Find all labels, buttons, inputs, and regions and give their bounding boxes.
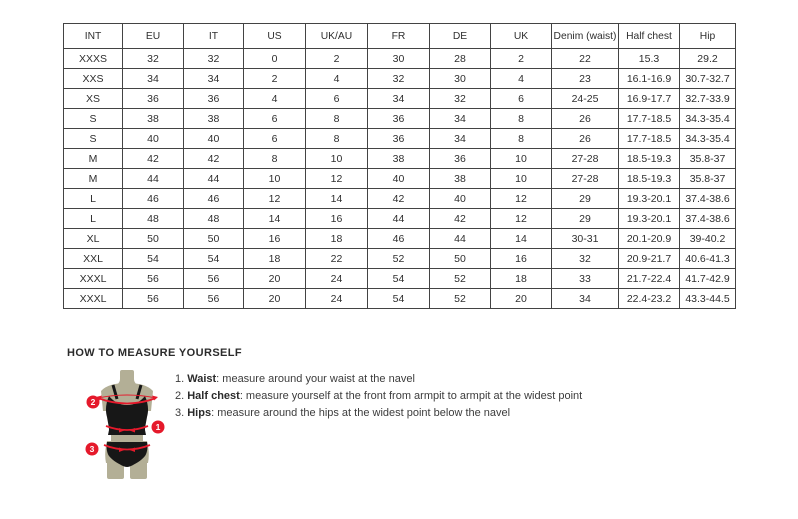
table-row [64,149,736,169]
column-header: UK [491,24,552,49]
column-header: Half chest [619,24,680,49]
table-cell: 48 [123,209,184,229]
column-header: EU [123,24,184,49]
table-cell: 54 [184,249,244,269]
table-cell: 6 [306,89,368,109]
table-cell: 8 [244,149,306,169]
table-cell: 33 [552,269,619,289]
step-text: : measure yourself at the front from armpit to armpit at the widest point [239,390,583,402]
table-row [64,89,736,109]
table-row [64,129,736,149]
table-row [64,269,736,289]
table-cell: 44 [430,229,491,249]
table-cell: M [64,149,123,169]
step-label: Waist [187,373,217,385]
table-cell: S [64,129,123,149]
table-cell: 56 [123,269,184,289]
table-cell: 10 [491,169,552,189]
size-conversion-table [63,23,736,309]
table-cell: 12 [244,189,306,209]
column-header: IT [184,24,244,49]
table-cell: 37.4-38.6 [680,189,736,209]
table-cell: 23 [552,69,619,89]
measure-heading: HOW TO MEASURE YOURSELF [67,347,243,359]
table-cell: 24 [306,289,368,309]
table-cell: 40 [368,169,430,189]
table-cell: 24-25 [552,89,619,109]
table-cell: 17.7-18.5 [619,129,680,149]
table-cell: 56 [123,289,184,309]
table-cell: 12 [491,189,552,209]
table-cell: 34 [368,89,430,109]
table-cell: 46 [368,229,430,249]
table-cell: 10 [491,149,552,169]
table-cell: L [64,209,123,229]
table-cell: 50 [123,229,184,249]
table-cell: 37.4-38.6 [680,209,736,229]
measure-step [175,407,595,420]
table-cell: 56 [184,289,244,309]
table-cell: 36 [368,129,430,149]
badge-hips-number: 3 [89,444,95,454]
step-text: : measure around your waist at the navel [216,373,415,385]
table-cell: 16 [306,209,368,229]
column-header: Denim (waist) [552,24,619,49]
table-cell: 42 [430,209,491,229]
table-cell: 34.3-35.4 [680,129,736,149]
table-cell: 40 [184,129,244,149]
badge-hips [86,443,99,456]
mannequin-illustration [74,369,170,483]
table-cell: 8 [306,129,368,149]
table-cell: 8 [491,109,552,129]
table-cell: 4 [491,69,552,89]
table-cell: 20 [244,269,306,289]
table-row [64,69,736,89]
table-cell: 29.2 [680,49,736,69]
table-cell: 38 [123,109,184,129]
badge-chest-number: 2 [90,397,96,407]
table-cell: 54 [368,289,430,309]
table-cell: 54 [123,249,184,269]
table-cell: 18 [244,249,306,269]
table-cell: 42 [123,149,184,169]
step-text: : measure around the hips at the widest point below the navel [211,407,511,419]
table-cell: 14 [306,189,368,209]
table-cell: 10 [306,149,368,169]
table-cell: 43.3-44.5 [680,289,736,309]
table-cell: 35.8-37 [680,169,736,189]
table-row [64,49,736,69]
table-cell: 26 [552,129,619,149]
table-cell: 14 [491,229,552,249]
table-cell: 2 [491,49,552,69]
table-cell: 34 [430,129,491,149]
table-cell: 17.7-18.5 [619,109,680,129]
table-cell: 32 [123,49,184,69]
badge-waist [152,421,165,434]
table-cell: 38 [430,169,491,189]
table-cell: XXL [64,249,123,269]
badge-waist-number: 1 [155,422,161,432]
table-cell: 34.3-35.4 [680,109,736,129]
table-cell: 40.6-41.3 [680,249,736,269]
table-cell: 34 [430,109,491,129]
table-cell: 54 [368,269,430,289]
size-table-header [64,24,736,49]
table-cell: 20 [244,289,306,309]
table-cell: 29 [552,209,619,229]
table-cell: 18.5-19.3 [619,149,680,169]
table-cell: 52 [368,249,430,269]
step-label: Hips [187,407,212,419]
table-cell: XS [64,89,123,109]
table-cell: 40 [430,189,491,209]
table-cell: 22 [552,49,619,69]
table-cell: 39-40.2 [680,229,736,249]
table-cell: L [64,189,123,209]
table-cell: 34 [123,69,184,89]
table-cell: 50 [184,229,244,249]
table-cell: 46 [184,189,244,209]
measure-steps [175,373,595,424]
table-cell: 4 [306,69,368,89]
table-cell: 40 [123,129,184,149]
table-cell: 48 [184,209,244,229]
table-cell: 15.3 [619,49,680,69]
table-cell: 16 [244,229,306,249]
table-cell: 36 [123,89,184,109]
table-cell: 24 [306,269,368,289]
table-cell: 41.7-42.9 [680,269,736,289]
table-cell: 19.3-20.1 [619,209,680,229]
table-cell: 12 [491,209,552,229]
badge-chest [87,396,100,409]
table-cell: 0 [244,49,306,69]
table-cell: 44 [184,169,244,189]
table-cell: 27-28 [552,169,619,189]
table-cell: 56 [184,269,244,289]
table-cell: 38 [368,149,430,169]
table-cell: 32 [430,89,491,109]
table-cell: 22 [306,249,368,269]
step-number: 3. [175,407,188,419]
table-cell: 30-31 [552,229,619,249]
table-cell: 28 [430,49,491,69]
table-cell: 14 [244,209,306,229]
table-cell: 16 [491,249,552,269]
table-cell: 6 [244,109,306,129]
table-row [64,209,736,229]
table-cell: 2 [306,49,368,69]
table-cell: 36 [184,89,244,109]
table-cell: 20.1-20.9 [619,229,680,249]
table-cell: 32 [552,249,619,269]
table-cell: XXXL [64,269,123,289]
table-cell: XXXL [64,289,123,309]
table-cell: 6 [491,89,552,109]
table-row [64,249,736,269]
table-cell: 34 [184,69,244,89]
step-label: Half chest [187,390,240,402]
table-cell: 38 [184,109,244,129]
table-cell: 20.9-21.7 [619,249,680,269]
table-cell: 21.7-22.4 [619,269,680,289]
measure-step [175,390,595,403]
table-cell: 36 [368,109,430,129]
measure-step [175,373,595,386]
table-cell: 34 [552,289,619,309]
column-header: UK/AU [306,24,368,49]
table-cell: 27-28 [552,149,619,169]
table-cell: 16.1-16.9 [619,69,680,89]
table-cell: 32.7-33.9 [680,89,736,109]
mannequin-figure [74,369,170,483]
table-cell: 29 [552,189,619,209]
table-cell: 16.9-17.7 [619,89,680,109]
table-row [64,169,736,189]
column-header: DE [430,24,491,49]
table-cell: 18 [306,229,368,249]
column-header: INT [64,24,123,49]
table-cell: 18 [491,269,552,289]
table-cell: 2 [244,69,306,89]
table-cell: XXS [64,69,123,89]
table-cell: XL [64,229,123,249]
table-cell: 36 [430,149,491,169]
table-cell: 6 [244,129,306,149]
table-cell: 10 [244,169,306,189]
table-cell: 32 [184,49,244,69]
table-cell: 4 [244,89,306,109]
size-table-body [64,49,736,309]
table-row [64,109,736,129]
table-cell: 20 [491,289,552,309]
table-cell: 35.8-37 [680,149,736,169]
header-row [64,24,736,49]
table-cell: M [64,169,123,189]
table-cell: 42 [368,189,430,209]
table-cell: 46 [123,189,184,209]
table-cell: 44 [123,169,184,189]
table-cell: 19.3-20.1 [619,189,680,209]
table-cell: 22.4-23.2 [619,289,680,309]
table-cell: 26 [552,109,619,129]
table-cell: 44 [368,209,430,229]
table-cell: 8 [491,129,552,149]
table-cell: XXXS [64,49,123,69]
column-header: US [244,24,306,49]
table-cell: S [64,109,123,129]
table-cell: 32 [368,69,430,89]
table-cell: 52 [430,289,491,309]
table-cell: 12 [306,169,368,189]
table-cell: 30 [368,49,430,69]
table-row [64,289,736,309]
table-cell: 30.7-32.7 [680,69,736,89]
mannequin-neck [116,370,138,385]
column-header: Hip [680,24,736,49]
column-header: FR [368,24,430,49]
table-cell: 8 [306,109,368,129]
step-number: 1. [175,373,188,385]
table-cell: 50 [430,249,491,269]
step-number: 2. [175,390,188,402]
table-cell: 30 [430,69,491,89]
table-row [64,189,736,209]
table-row [64,229,736,249]
table-cell: 42 [184,149,244,169]
table-cell: 18.5-19.3 [619,169,680,189]
table-cell: 52 [430,269,491,289]
